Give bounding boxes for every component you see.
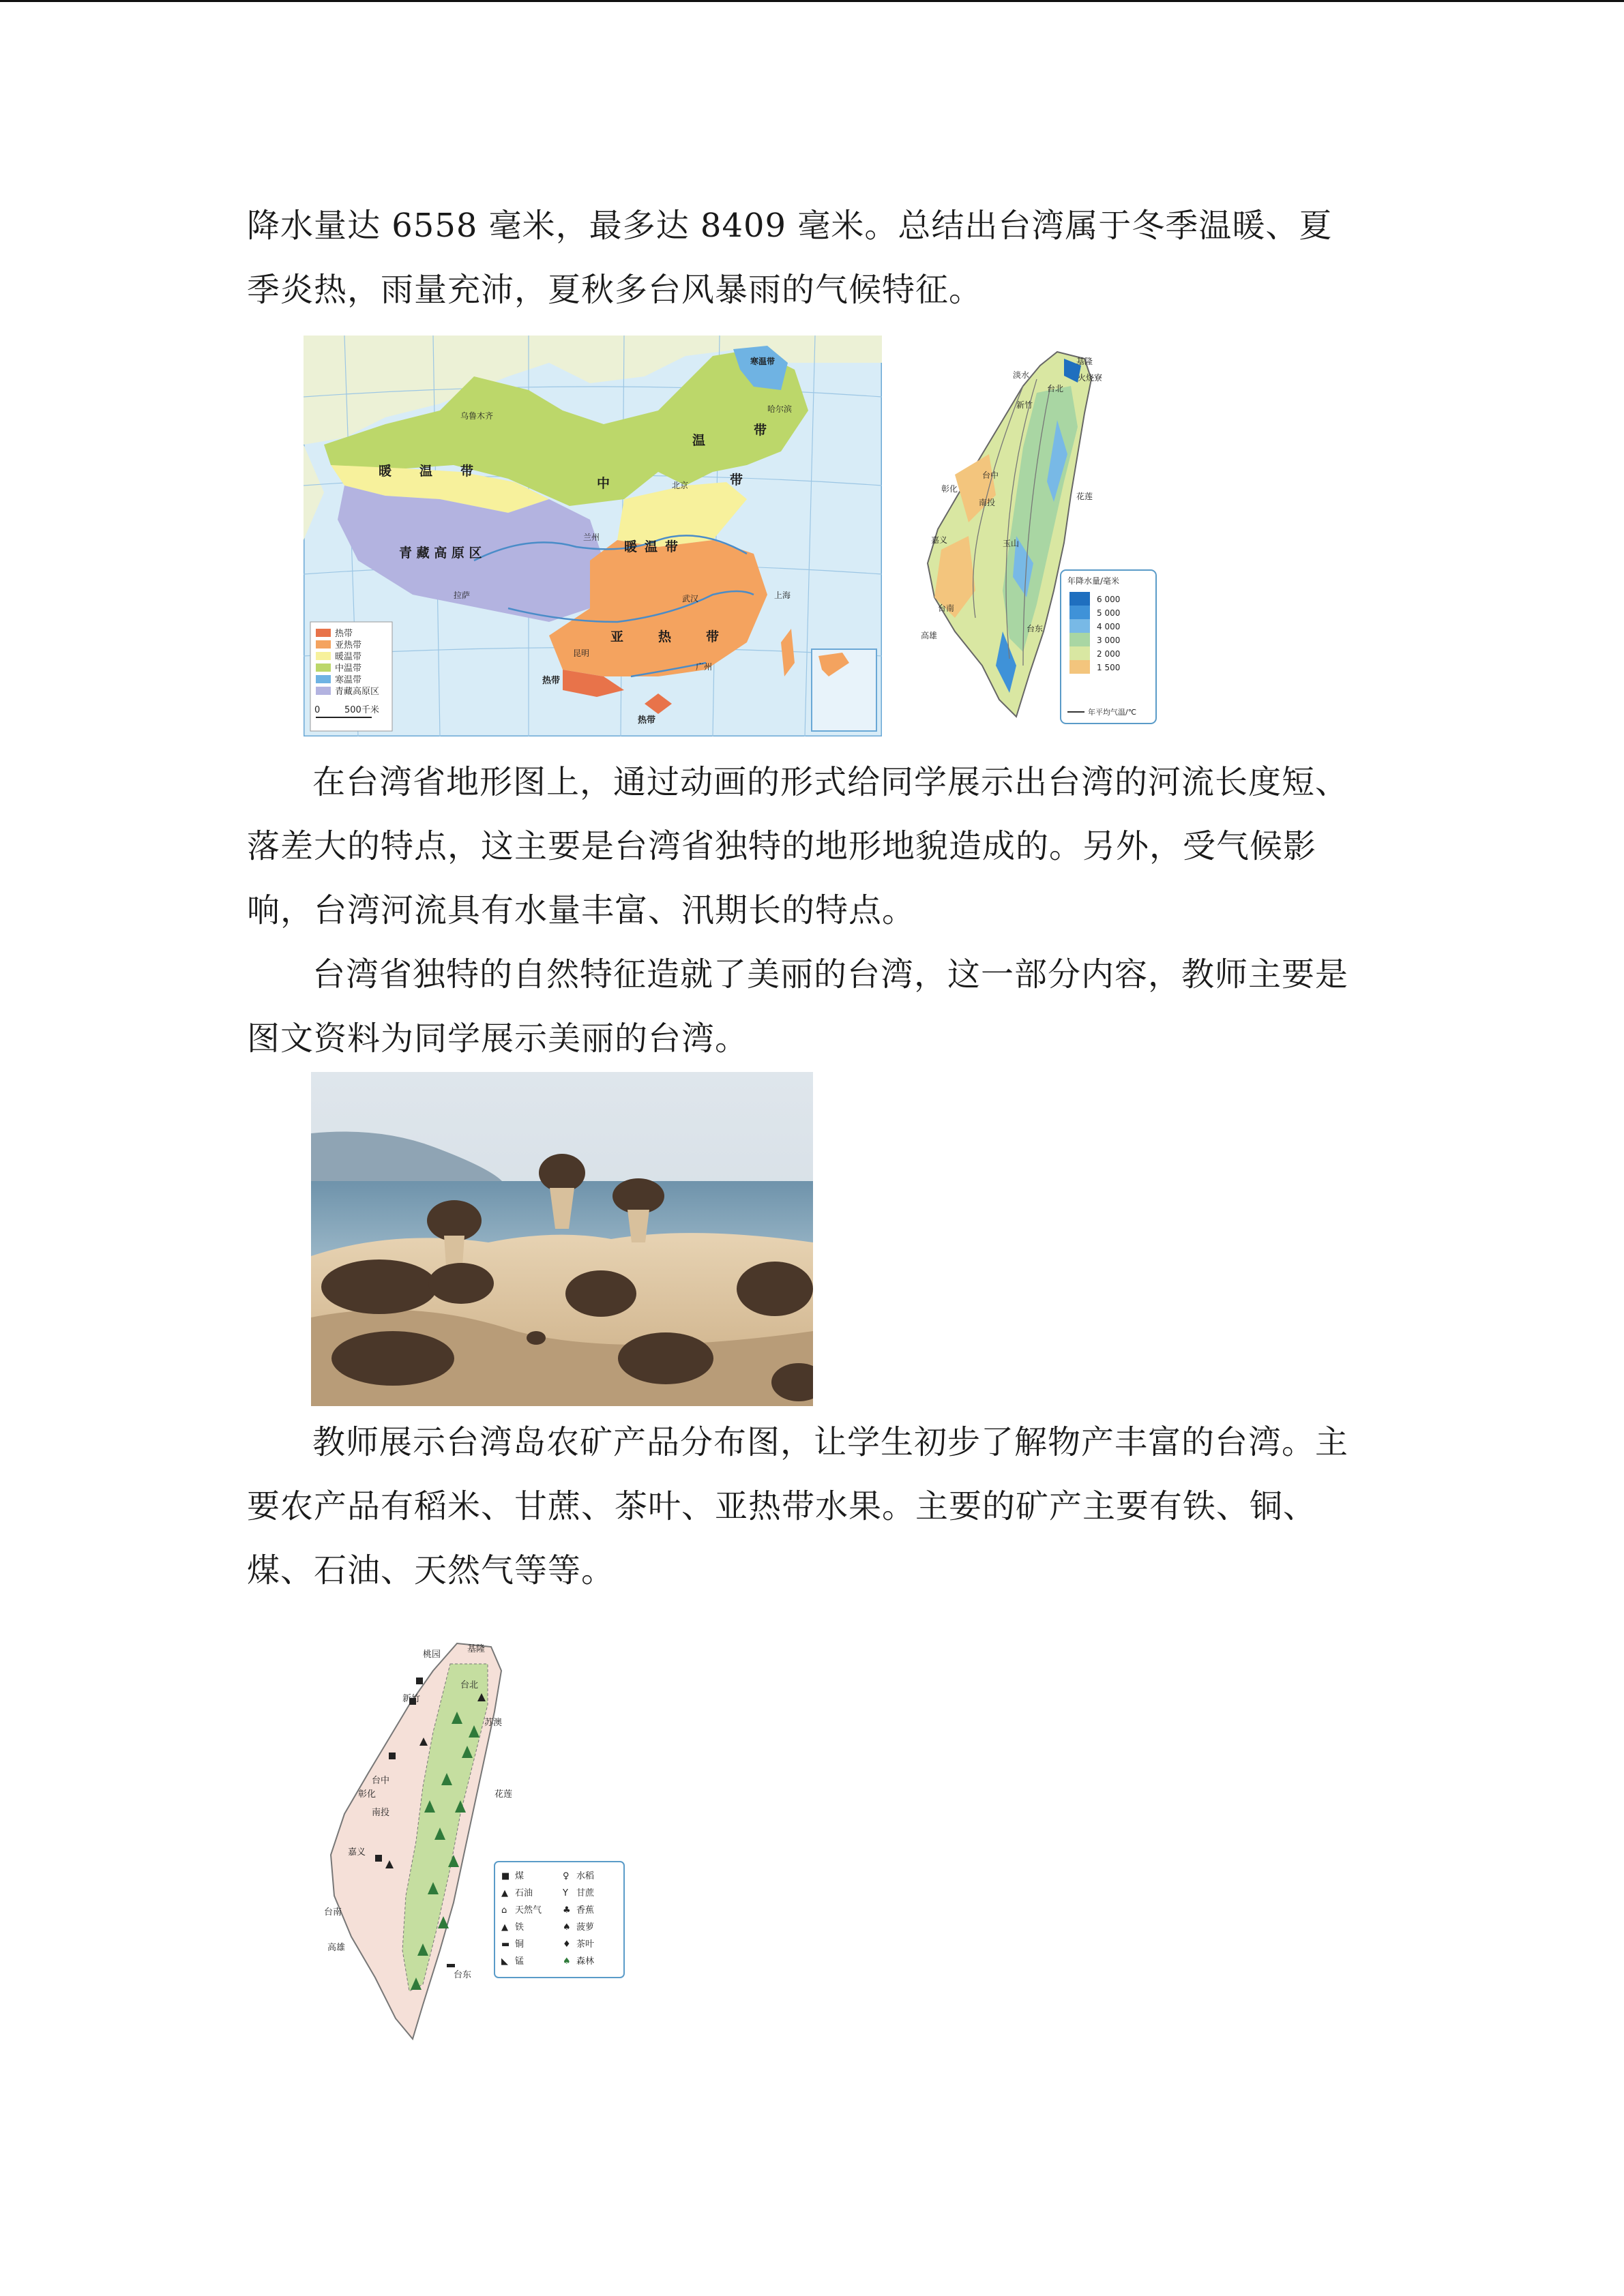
zone-label: 暖 (624, 539, 638, 554)
city-label: 北京 (672, 481, 689, 490)
city-label: 嘉义 (348, 1847, 366, 1858)
city-label: 桃园 (423, 1650, 441, 1660)
legend-label: 煤 (515, 1871, 525, 1881)
legend-value: 3 000 (1097, 636, 1121, 645)
city-label: 台中 (982, 471, 999, 480)
paragraph-scenery: 台湾省独特的自然特征造就了美丽的台湾，这一部分内容，教师主要是图文资料为同学展示美丽的台湾。 (247, 955, 1349, 1058)
legend-value: 1 500 (1097, 663, 1121, 672)
city-label: 武汉 (682, 594, 699, 603)
legend-label: 锰 (515, 1956, 525, 1967)
legend-label: 甘蔗 (576, 1888, 595, 1898)
city-label: 高雄 (327, 1943, 346, 1953)
china-map-legend (310, 622, 392, 731)
city-label: 台中 (372, 1776, 390, 1786)
zone-label: 带 (665, 539, 679, 554)
zone-label: 热带 (638, 715, 656, 726)
city-label: 台北 (1047, 384, 1064, 393)
legend-icon: ♀ (563, 1871, 570, 1881)
city-label: 台东 (454, 1970, 472, 1980)
zone-label: 青 藏 高 原 区 (399, 546, 482, 561)
legend-label: 菠萝 (576, 1922, 595, 1933)
paragraph-climate: 降水量达 6558 毫米，最多达 8409 毫米。总结出台湾属于冬季温暖、夏季炎热，雨量充沛，夏秋多台风暴雨的气候特征。 (247, 207, 1333, 309)
city-label: 嘉义 (931, 535, 948, 545)
zone-label: 亚 (610, 629, 624, 644)
zone-label: 温 (645, 539, 658, 554)
legend-icon: ▬ (501, 1939, 510, 1950)
zone-label: 热 (658, 629, 672, 644)
legend-value: 4 000 (1097, 622, 1121, 631)
city-label: 基隆 (467, 1644, 486, 1654)
city-label: 彰化 (358, 1789, 377, 1800)
legend-value: 6 000 (1097, 595, 1121, 604)
products-legend (494, 1862, 624, 1978)
legend-label: 茶叶 (576, 1939, 595, 1950)
city-label: 基隆 (1076, 357, 1093, 366)
zone-label: 带 (730, 473, 743, 488)
city-label: 上海 (774, 591, 791, 600)
legend-label: 热带 (335, 629, 353, 639)
legend-label: 青藏高原区 (335, 687, 380, 697)
paragraph-rivers: 在台湾省地形图上，通过动画的形式给同学展示出台湾的河流长度短、落差大的特点，这主要是台湾省独特的地形地貌造成的。另外，受气候影响，台湾河流具有水量丰富、汛期长的特点。 (247, 763, 1349, 929)
taiwan-products-map (321, 1637, 628, 2046)
city-label: 拉萨 (454, 591, 471, 600)
legend-label: 中温带 (335, 664, 362, 674)
legend-value: 2 000 (1097, 649, 1121, 659)
city-label: 苏澳 (484, 1718, 503, 1728)
city-label: 广州 (696, 662, 713, 672)
china-temperature-zone-map (304, 336, 882, 736)
city-label: 花莲 (494, 1789, 513, 1800)
legend-label: 石油 (515, 1888, 533, 1898)
legend-label: 暖温带 (335, 652, 362, 662)
legend-label: 森林 (576, 1956, 595, 1967)
legend-icon: ◣ (501, 1956, 508, 1967)
legend-icon: ♦ (563, 1939, 571, 1950)
zone-label: 中 (597, 476, 610, 491)
city-label: 昆明 (573, 648, 590, 658)
legend-label: 亚热带 (335, 640, 362, 651)
zone-label: 带 (460, 464, 474, 479)
city-label: 火烧寮 (1078, 373, 1103, 383)
legend-icon: ▲ (501, 1922, 508, 1933)
zone-label: 带 (754, 423, 767, 438)
legend-icon: ♠ (563, 1956, 571, 1967)
top-border (0, 0, 1624, 2)
city-label: 南投 (979, 498, 996, 507)
legend-icon: ♠ (563, 1922, 571, 1933)
city-label: 新竹 (1016, 400, 1033, 410)
legend-label: 水稻 (576, 1871, 595, 1881)
city-label: 台南 (938, 603, 955, 613)
legend-label: 天然气 (515, 1905, 542, 1915)
city-label: 南投 (372, 1808, 390, 1818)
zone-label: 温 (692, 433, 706, 448)
city-label: 台东 (1027, 624, 1044, 633)
rainfall-legend (1061, 570, 1156, 724)
city-label: 台北 (460, 1680, 479, 1690)
city-label: 高雄 (921, 631, 938, 640)
legend-value: 5 000 (1097, 608, 1121, 618)
city-label: 彰化 (941, 484, 958, 494)
legend-icon: Y (563, 1888, 568, 1898)
city-label: 新竹 (402, 1694, 421, 1704)
legend-icon: ■ (501, 1871, 510, 1881)
zone-label: 带 (706, 629, 720, 644)
legend-icon: ⌂ (501, 1905, 507, 1915)
legend-title: 年降水量/毫米 (1067, 576, 1120, 586)
isotherm-label: 年平均气温/℃ (1088, 708, 1137, 717)
legend-label: 铜 (515, 1939, 525, 1950)
city-label: 台南 (324, 1907, 342, 1918)
city-label: 玉山 (1003, 539, 1020, 548)
coastal-rock-photo (311, 1072, 813, 1406)
city-label: 哈尔滨 (767, 404, 793, 414)
legend-label: 铁 (515, 1922, 525, 1933)
scale-label: 500千米 (344, 705, 379, 715)
city-label: 淡水 (1013, 370, 1030, 380)
city-label: 花莲 (1076, 492, 1093, 501)
legend-icon: ♣ (563, 1905, 571, 1915)
legend-label: 香蕉 (576, 1905, 595, 1915)
scale-zero: 0 (314, 705, 321, 715)
zone-label-cold: 寒温带 (750, 357, 776, 366)
zone-label: 热带 (542, 676, 561, 686)
zone-label: 暖 (379, 464, 392, 479)
legend-icon: ▲ (501, 1888, 508, 1898)
city-label: 乌鲁木齐 (460, 411, 494, 421)
zone-label: 温 (419, 464, 433, 479)
taiwan-rainfall-map (914, 345, 1160, 727)
city-label: 兰州 (583, 533, 600, 542)
paragraph-products: 教师展示台湾岛农矿产品分布图，让学生初步了解物产丰富的台湾。主要农产品有稻米、甘蔗、茶叶、亚热带水果。主要的矿产主要有铁、铜、煤、石油、天然气等等。 (247, 1423, 1349, 1590)
legend-label: 寒温带 (335, 675, 362, 685)
